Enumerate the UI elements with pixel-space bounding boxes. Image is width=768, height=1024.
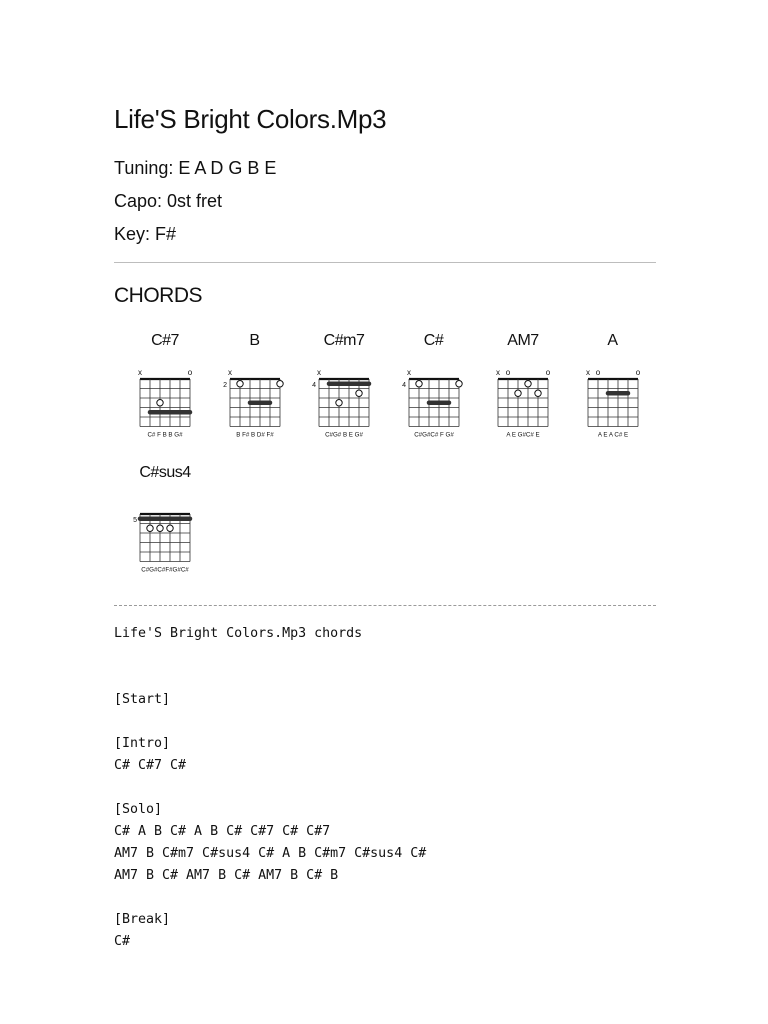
chord-name: C#7 (151, 332, 179, 349)
finger-dot (515, 390, 521, 396)
chord-note-names: C#G#C#F#G#C# (141, 566, 189, 574)
section-label-start: [Start] (114, 692, 171, 707)
finger-dot (157, 400, 163, 406)
finger-dot (147, 525, 153, 531)
chord-line: C# (114, 934, 131, 949)
muted-string-marker: x (138, 368, 142, 377)
finger-dot (276, 381, 282, 387)
chord-line: AM7 B C#m7 C#sus4 C# A B C#m7 C#sus4 C# (114, 846, 427, 861)
key-info: Key: F# (114, 224, 177, 244)
chord-diagram (215, 367, 295, 455)
chord-diagram (483, 367, 563, 455)
section-label-break: [Break] (114, 912, 171, 927)
chords-heading: CHORDS (114, 284, 203, 307)
chord-diagram (125, 367, 205, 455)
muted-string-marker: x (227, 368, 232, 377)
chord-name: C#m7 (323, 332, 365, 349)
chord-diagram (394, 367, 474, 455)
fret-number-label: 5 (133, 516, 137, 524)
finger-dot (415, 381, 421, 387)
section-label-intro: [Intro] (114, 736, 171, 751)
open-string-marker: o (505, 368, 511, 377)
muted-string-marker: x (317, 368, 321, 377)
open-string-marker: o (635, 368, 640, 377)
chord-line: AM7 B C# AM7 B C# AM7 B C# B (114, 868, 339, 883)
open-string-marker: o (545, 368, 551, 377)
chord-line: C# A B C# A B C# C#7 C# C#7 (114, 824, 331, 839)
fret-number-label: 4 (312, 381, 316, 389)
chord-note-names: A E A C# E (597, 431, 628, 439)
chord-note-names: C#G# B E G# (325, 431, 363, 439)
chord-diagram (304, 367, 384, 455)
finger-dot (336, 400, 342, 406)
open-string-marker: o (595, 368, 600, 377)
chord-note-names: C# F B B G# (147, 431, 183, 439)
chord-name: A (607, 332, 618, 349)
fret-number-label: 4 (401, 381, 406, 389)
muted-string-marker: x (585, 368, 590, 377)
dashed-divider (114, 605, 656, 606)
finger-dot (167, 525, 173, 531)
page-title: Life'S Bright Colors.Mp3 (114, 104, 387, 134)
fret-number-label: 2 (222, 381, 227, 389)
chord-note-names: B F# B D# F# (235, 431, 274, 439)
divider (114, 262, 656, 263)
chord-name: B (249, 332, 260, 349)
muted-string-marker: x (406, 368, 411, 377)
finger-dot (535, 390, 541, 396)
chord-diagram (125, 502, 205, 590)
chord-name: C#sus4 (139, 464, 191, 481)
muted-string-marker: x (496, 368, 500, 377)
chord-note-names: C#G#C# F G# (413, 431, 454, 439)
tuning-info: Tuning: E A D G B E (114, 158, 277, 178)
finger-dot (157, 525, 163, 531)
finger-dot (356, 390, 362, 396)
chord-name: C# (423, 332, 444, 349)
song-heading: Life'S Bright Colors.Mp3 chords (114, 626, 363, 641)
chord-diagram (573, 367, 653, 455)
finger-dot (455, 381, 461, 387)
chord-line: C# C#7 C# (114, 758, 187, 773)
finger-dot (236, 381, 242, 387)
section-label-solo: [Solo] (114, 802, 163, 817)
chord-name: AM7 (507, 332, 539, 349)
chord-note-names: A E G#C# E (506, 431, 540, 439)
finger-dot (525, 381, 531, 387)
open-string-marker: o (187, 368, 193, 377)
capo-info: Capo: 0st fret (114, 191, 223, 211)
